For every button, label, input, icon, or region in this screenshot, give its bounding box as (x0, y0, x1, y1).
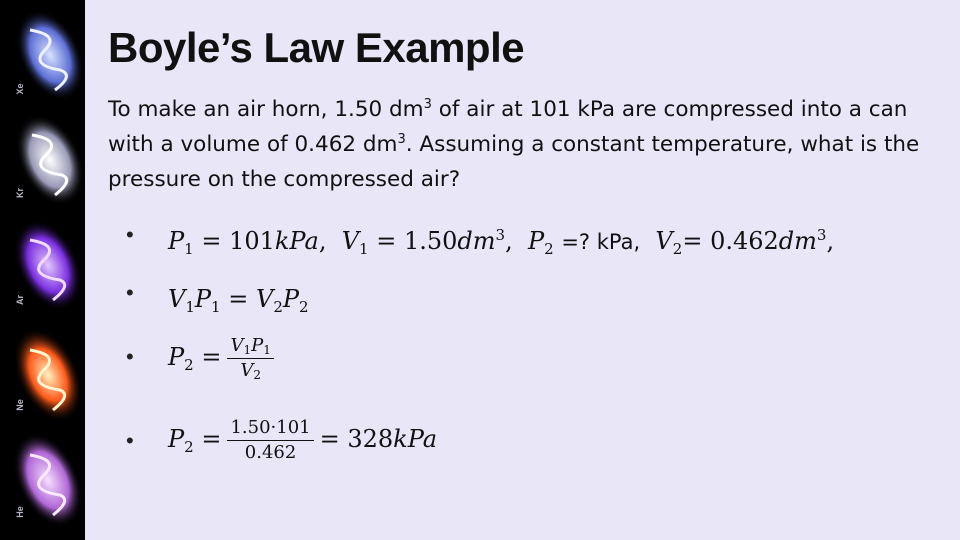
helium-tube (0, 422, 85, 538)
tube-label-ne: Ne (15, 399, 25, 411)
slide-title: Boyle’s Law Example (108, 24, 525, 71)
bullet-glyph: • (126, 222, 134, 247)
problem-text-1: To make an air horn, 1.50 dm (108, 97, 424, 122)
given-values-equation: $P_1 = 101kPa$, $V_1 = 1.50dm^3$, $P_2$ =? kPa, $V_2= 0.462dm^3$, (168, 226, 835, 258)
rearranged-equation: $P_2$ = $\frac{V_1P_1}{V_2}$ (168, 334, 280, 383)
result-unit: kPa (393, 425, 438, 453)
neon-tube (0, 317, 85, 433)
v1-unit: dm (457, 227, 496, 255)
result-numerator: 1.50·101 (227, 416, 313, 441)
boyles-law-equation: $V_1P_1 = V_2P_2$ (168, 285, 309, 316)
rearranged-fraction: $\frac{V_1P_1}{V_2}$ (227, 334, 273, 383)
bullet-glyph: • (126, 344, 134, 369)
v2-exponent: 3 (816, 226, 827, 244)
problem-text-3: . Assuming a constant temperature, what is the pressure on the compressed air? (108, 132, 920, 192)
tube-label-kr: Kr (15, 188, 25, 199)
p1-unit: kPa (274, 227, 319, 255)
tube-label-he: He (15, 506, 25, 518)
p1-value: 101 (229, 227, 275, 255)
argon-tube (1, 209, 85, 321)
v1-exponent: 3 (495, 226, 506, 244)
problem-exponent-1: 3 (423, 97, 432, 112)
v2-value: 0.462 (710, 227, 779, 255)
noble-gas-tubes-image (0, 0, 85, 540)
v2-unit: dm (778, 227, 817, 255)
problem-statement (108, 92, 928, 197)
rearranged-step (126, 335, 926, 404)
p2-unknown: =? kPa, (561, 230, 641, 254)
result-equation: $P_2$ = $\frac{1.50\cdot 101}{0.462}$ = 328kPa (168, 417, 438, 463)
bullet-glyph: • (126, 280, 134, 305)
result-value: 328 (347, 425, 394, 453)
result-fraction (227, 416, 313, 465)
given-values-step (126, 222, 926, 282)
boyles-law-step (126, 280, 926, 340)
gas-tube-illustration (0, 0, 85, 540)
v1-value: 1.50 (403, 227, 458, 255)
problem-exponent-2: 3 (397, 132, 406, 147)
result-denominator: 0.462 (244, 442, 297, 463)
tube-label-ar: Ar (15, 295, 25, 306)
tube-label-xe: Xe (15, 83, 25, 95)
bullet-glyph: • (126, 428, 134, 453)
problem-text-2: of air at 101 kPa are compressed into a can with a volume of 0.462 dm (108, 97, 908, 157)
